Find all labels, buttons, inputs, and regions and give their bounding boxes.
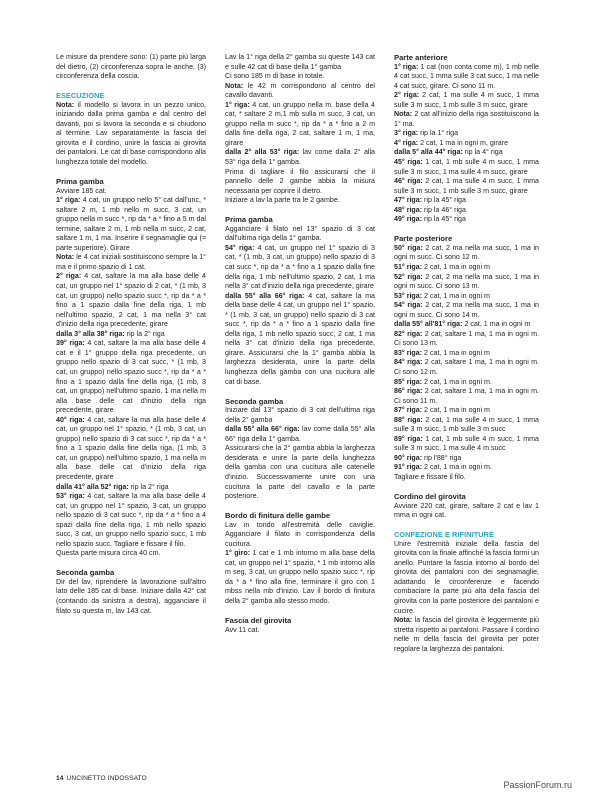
row-instruction: 46° riga: 2 cat, 1 ma sulle 4 m succ, 1 mma sulle 3 m succ, 1 mb sulle 3 m succ, girare [394, 177, 539, 195]
row-instruction: dalla 55° alla 66° riga: lav come dalla 55° alla 66° riga della 1° gamba. [225, 425, 375, 443]
row-instruction: 52° riga: 2 cat, 2 ma nella ma succ, 1 ma in ogni m succ. Ci sono 13 m. [394, 272, 540, 291]
watermark: PassionForum.ru [503, 780, 572, 790]
subsection-title-prima-gamba: Prima gamba [56, 177, 104, 187]
subsection-title-seconda-gamba-2: Seconda gamba [225, 396, 284, 406]
note-paragraph: Nota: le 42 m corrispondono al centro del cavallo davanti. [225, 81, 375, 100]
body-paragraph: Avviare 220 cat, girare, saltare 2 cat e lav 1 mma in ogni cat. [394, 501, 539, 520]
row-instruction: 53° riga: 2 cat, 1 ma in ogni m [394, 291, 490, 300]
cast-on-text: Avviare 185 cat. [56, 186, 107, 195]
row-instruction: 1° riga: 1 cat (non conta come m), 1 mb nelle 4 cat succ, 1 mma sulle 3 cat succ, 1 ma nelle 4 cat succ, girare. Ci sono 11 m. [394, 62, 540, 90]
section-title-esecuzione: ESECUZIONE [56, 91, 105, 101]
row-instruction: 91° riga: 2 cat, 1 ma in ogni m. [394, 463, 492, 472]
note-paragraph: Nota: il modello si lavora in un pezzo unico, iniziando dalla prima gamba e dal centro del davanti, poi si lavora la seconda e si chiudono al termine. Lav separatamente la fascia del girovita e il cordino, unire la fascia ai girovita dei pantaloni. Le cat di base corrispondono alla lunghezza totale del modello. [56, 100, 206, 166]
row-instruction: dalla 55° alla 66° riga: 4 cat, saltare la ma della base delle 4 cat, un gruppo nel 1° spazio, * (1 mb, 3 cat, un gruppo) nello spazio di 3 cat succ *, rip da * a * fino a 1 spazio dalla fine della riga, 1 mb nello spazio succ, 2 cat, 1 ma nella 3° cat d'inizio della riga precedente, girare. Assicurarsi che la 1° gamba abbia la larghezza desiderata, unire la parte della lunghezza della gamba con una cucitura alle cat di base. [225, 291, 375, 386]
row-instruction: 85° riga: 2 cat, 1 ma in ogni m. [394, 377, 492, 386]
subsection-title-parte-anteriore: Parte anteriore [394, 53, 448, 62]
subsection-title-parte-posteriore: Parte posteriore [394, 234, 453, 244]
row-instruction: dalla 2° alla 53° riga: lav come dalla 2° alla 53° riga della 1° gamba. [225, 148, 375, 167]
subsection-title-fascia: Fascia del girovita [225, 616, 292, 626]
body-paragraph: Prima di tagliare il filo assicurarsi che il pannello delle 2 gambe abbia la misura necessaria per coprire il dietro. [225, 167, 375, 195]
row-instruction: 83° riga: 2 cat, 1 ma in ogni m [394, 348, 490, 357]
row-instruction: 1° riga: 4 cat, un gruppo nello 5° cat dall'unc, * saltare 2 m, 1 mb nello m succ, 3 cat, un gruppo nella m succ *, rip da * a * fino a 5 m dal termine, saltare 2 m, 1 mb nella m succ, 2 cat, saltare 1 m, 1 ma. Inserire il segnamaglie qui (= parte superiore). Girare [56, 196, 206, 252]
row-instruction: 40° riga: 4 cat, saltare la ma alla base delle 4 cat, un gruppo nel 1° spazio, * (1 mb, 3 cat, un gruppo) nello spazio di 3 cat succ *, rip da * a * fino a 1 spazio dalla fine della riga, (1 mb, 3 cat, un gruppo) nell'ultimo spazio, 1 ma nella m alla base delle cat d'inizio della riga precedente, girare [56, 415, 206, 481]
page-footer [56, 775, 147, 782]
row-instruction: 48° riga: rip la 46° riga [394, 205, 466, 214]
body-paragraph: Ci sono 185 m di base in totale. [225, 72, 325, 81]
body-paragraph: Unire l'estremità iniziale della fascia del girovita con la finale affinché la fascia formi un anello. Puntare la fascia intorno al bordo del girovita dei pantaloni con dei segnamaglie, adattando le circonferenze e facendo combaciare la parte più alta della fascia del girovita con la parte posteriore dei pantaloni e cucire. [394, 539, 539, 615]
note-paragraph: Nota: la fascia del girovita è leggermente più stretta rispetto ai pantaloni. Passare il cordino nelle m della fascia del girovita per poter regolare la larghezza dei pantaloni. [394, 616, 539, 653]
row-instruction: 50° riga: 2 cat, 2 ma nella ma succ, 1 ma in ogni m succ. Ci sono 12 m. [394, 243, 540, 262]
subsection-title-bordo: Bordo di finitura delle gambe [225, 511, 331, 521]
body-paragraph: Avv 11 cat. [225, 625, 260, 634]
magazine-name: UNCINETTO INDOSSATO [66, 775, 147, 782]
measures-intro: Le misure da prendere sono: (1) parte più larga del dietro, (2) circonferenza sopra le anche, (3) circonferenza della coscia. [56, 53, 206, 81]
row-instruction: 49° riga: rip la 45° riga [394, 215, 466, 224]
row-instruction: 88° riga: 2 cat, 1 ma sulle 4 m succ, 1 mma sulle 3 m succ, 1 mb sulle 3 m succ [394, 415, 539, 434]
subsection-title-prima-gamba-2: Prima gamba [225, 215, 273, 225]
row-instruction: 86° riga: 2 cat, saltare 1 ma, 1 ma in ogni m. Ci sono 11 m. [394, 387, 539, 405]
body-paragraph: Agganciare il filato nel 13° spazio di 3 cat dall'ultima riga della 1° gamba. [225, 224, 375, 243]
row-instruction: 1° riga: 4 cat, un gruppo nella m. base della 4 cat, * saltare 2 m,1 mb sulla m succ, 3 cat, un gruppo nella m succ *, rip da * a * fino a 2 m dalla fine della riga, 2 cat, saltare 1 m, 1 ma, girare [225, 100, 376, 147]
row-instruction: 2° riga: 2 cat, 1 ma sulle 4 m succ, 1 mma sulle 3 m succ, 1 mb sulle 3 m succ, girare [394, 91, 539, 109]
row-instruction: 87° riga: 2 cat, 1 ma in ogni m [394, 406, 490, 415]
note-paragraph: Nota: 2 cat all'inizio della riga sostituiscono la 1° ma. [394, 110, 539, 128]
body-paragraph: Lav in tondo all'estremità delle caviglie. Agganciare il filato in corrispondenza della cucitura. [225, 520, 375, 548]
section-title-confezione: CONFEZIONE E RIFINITURE [394, 530, 494, 540]
row-instruction: 47° riga: rip la 45° riga [394, 196, 466, 205]
row-instruction: 4° riga: 2 cat, 1 ma in ogni m, girare [394, 138, 509, 147]
subsection-title-cordino: Cordino del girovita [394, 492, 466, 502]
row-instruction: dalla 55° all'81° riga: 2 cat, 1 ma in ogni m [394, 320, 531, 329]
row-instruction: 54° riga: 4 cat, un gruppo nel 1° spazio di 3 cat, * (1 mb, 3 cat, un gruppo) nello spazio di 3 cat succ *, rip da * a * fino a 1 spazio dalla fine della riga, 1 mb nell'ultimo spazio, 2 cat, 1 ma nella 3° cat d'inizio della riga precedente, girare [225, 243, 375, 291]
row-instruction: 90° riga: rip l'88° riga [394, 453, 462, 462]
row-instruction: 53° riga: 4 cat, saltare la ma alla base delle 4 cat, un gruppo nel 1° spazio, 3 cat, un gruppo nello spazio di 3 cat succ *, rip da * a * fino a 4 spazi dalla fine della riga, 1 mb nello spazio succ, 3 cat, un gruppo nello spazio succ, 1 mb nello spazio succ. Tagliare e fissare il filo. [56, 492, 206, 548]
row-instruction: dalla 3° alla 38° riga: rip la 2° riga [56, 329, 165, 338]
row-instruction: 84° riga: 2 cat, saltare 1 ma, 1 ma in ogni m. Ci sono 12 m. [394, 358, 539, 376]
body-paragraph: Iniziare dal 13° spazio di 3 cat dell'ultima riga della 2° gamba [225, 406, 375, 424]
row-instruction: dalla 5° alla 44° riga: rip la 4° riga [394, 148, 503, 157]
row-instruction: 39° riga: 4 cat, saltare la ma alla base delle 4 cat e il 1° gruppo della riga precedente, un gruppo nello spazio di 3 cat succ, * (1 mb, 3 cat, un gruppo) nello spazio succ *, rip da * a * fino a 1 spazio dalla fine della riga, (1 mb, 3 cat, un gruppo) nell'ultimo spazio, 1 ma nella m alla base delle cat d'inizio della riga precedente, girare [56, 339, 206, 415]
body-paragraph: Dir del lav, riprendere la lavorazione sull'altro lato delle 185 cat di base. Iniziare dalla 42° cat (contando da sinistra a destra), agganciare il filato su questa m, lav 143 cat. [56, 577, 206, 615]
measure-note: Questa parte misura circa 40 cm. [56, 549, 161, 558]
row-instruction: 51° riga: 2 cat, 1 ma in ogni m [394, 262, 490, 271]
body-paragraph: Iniziare a lav la parte tra le 2 gambe. [225, 196, 340, 205]
body-paragraph: Lav la 1° riga della 2° gamba su queste 143 cat e sulle 42 cat di base della 1° gamba [225, 53, 375, 71]
body-paragraph: Assicurarsi che la 2° gamba abbia la larghezza desiderata e unire la parte della lunghezza della gamba con una cucitura alle catenelle d'inizio. Successivamente unire con una cucitura la parte del cavallo e la parte posteriore. [225, 444, 375, 501]
row-instruction: 3° riga: rip la 1° riga [394, 129, 459, 138]
row-instruction: 45° riga: 1 cat, 1 mb sulle 4 m succ, 1 mma sulle 3 m succ, 1 ma sulle 4 m succ, girare [394, 158, 539, 176]
column-3 [394, 53, 539, 654]
row-instruction: 54° riga: 2 cat, 2 ma nella ma succ, 1 ma in ogni m succ. Ci sono 14 m. [394, 301, 540, 319]
row-instruction: dalla 41° alla 52° riga: rip la 2° riga [56, 482, 169, 491]
column-1 [56, 53, 206, 616]
body-paragraph: Tagliare e fissare il filo. [394, 473, 466, 482]
column-2 [225, 53, 375, 635]
note-paragraph: Nota: le 4 cat iniziali sostituiscono sempre la 1° ma e il primo spazio di 1 cat. [56, 253, 206, 271]
row-instruction: 2° riga: 4 cat, saltare la ma alla base delle 4 cat, un gruppo nel 1° spazio di 2 cat, * (1 mb, 3 cat, un gruppo) nello spazio succ *, rip da * a * fino a 1 spazio dalla fine della riga, 1 mb nell'ultimo spazio, 2 cat, 1 ma nella 3° cat d'inizio della riga precedente, girare [56, 272, 206, 329]
subsection-title-seconda-gamba: Seconda gamba [56, 568, 115, 578]
row-instruction: 82° riga: 2 cat, saltare 1 ma, 1 ma in ogni m. Ci sono 13 m. [394, 329, 539, 348]
row-instruction: 89° riga: 1 cat, 1 mb sulle 4 m succ, 1 mma sulle 3 m succ, 1 ma sulle 4 m succ [394, 434, 539, 453]
round-instruction: 1° giro: 1 cat e 1 mb intorno m alla base della cat, un gruppo nel 1° spazio, * 1 mb intorno alla m seg, 3 cat, un gruppo nello spazio succ *, rip da * a * fino alla fine, terminare il giro con 1 mbss nella mb d'inizio. Lav il bordo di finitura della 2° gamba allo stesso modo. [225, 549, 376, 606]
page-number: 14 [56, 775, 64, 782]
